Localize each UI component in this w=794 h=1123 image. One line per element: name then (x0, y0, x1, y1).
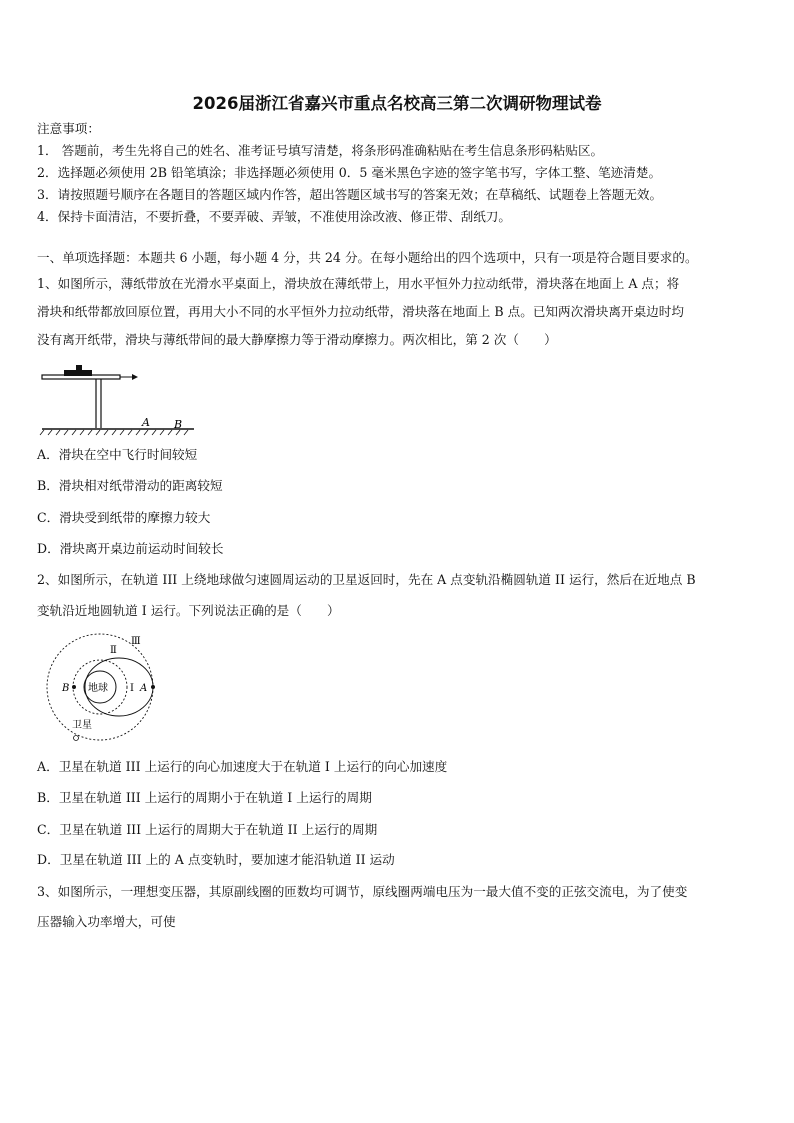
orbit-3-label: Ⅲ (131, 636, 141, 647)
exam-title: 2026届浙江省嘉兴市重点名校高三第二次调研物理试卷 (192, 94, 602, 113)
q1-option-a: A．滑块在空中飞行时间较短 (37, 447, 198, 462)
q2-option-d: D．卫星在轨道 III 上的 A 点变轨时，要加速才能沿轨道 II 运动 (37, 852, 395, 867)
q1-option-d: D．滑块离开桌边前运动时间较长 (37, 541, 224, 556)
section-heading: 一、单项选择题：本题共 6 小题，每小题 4 分，共 24 分。在每小题给出的四个选项中，只有一项是符合题目要求的。 (37, 250, 698, 265)
q1-stem-line: 1、如图所示，薄纸带放在光滑水平桌面上，滑块放在薄纸带上，用水平恒外力拉动纸带，滑块落在地面上 A 点；将 (37, 276, 680, 291)
q3-stem-line: 压器输入功率增大，可使 (37, 914, 176, 929)
satellite-label: 卫星 (72, 720, 92, 731)
earth-label: 地球 (88, 683, 108, 694)
q3-stem-line: 3、如图所示，一理想变压器，其原副线圈的匝数均可调节，原线圈两端电压为一最大值不变的正弦交流电，为了使变 (37, 884, 688, 899)
q1-stem-line: 滑块和纸带都放回原位置，再用大小不同的水平恒外力拉动纸带，滑块落在地面上 B 点。已知两次滑块离开桌边时均 (37, 304, 684, 319)
orbit-2-label: Ⅱ (110, 645, 117, 656)
q2-option-c: C．卫星在轨道 III 上运行的周期大于在轨道 II 上运行的周期 (37, 822, 378, 837)
notice-item: 3．请按照题号顺序在各题目的答题区域内作答，超出答题区域书写的答案无效；在草稿纸、试题卷上答题无效。 (37, 187, 663, 202)
orbit-1-label: I (130, 683, 134, 694)
notice-heading: 注意事项： (37, 121, 100, 136)
q2-option-a: A．卫星在轨道 III 上运行的向心加速度大于在轨道 I 上运行的向心加速度 (37, 759, 448, 774)
q2-option-b: B．卫星在轨道 III 上运行的周期小于在轨道 I 上运行的周期 (37, 790, 372, 805)
q2-orbit-figure (40, 630, 170, 742)
point-b-label: B (174, 418, 183, 431)
point-a-label: A (140, 683, 148, 694)
q1-option-b: B．滑块相对纸带滑动的距离较短 (37, 478, 223, 493)
notice-item: 1． 答题前，考生先将自己的姓名、准考证号填写清楚，将条形码准确粘贴在考生信息条形码粘贴区。 (37, 143, 604, 158)
q1-table-figure (38, 362, 198, 438)
point-b-label: B (62, 683, 70, 694)
notice-item: 4．保持卡面清洁，不要折叠，不要弄破、弄皱，不准使用涂改液、修正带、刮纸刀。 (37, 209, 511, 224)
q1-option-c: C．滑块受到纸带的摩擦力较大 (37, 510, 211, 525)
q1-stem-line: 没有离开纸带，滑块与薄纸带间的最大静摩擦力等于滑动摩擦力。两次相比，第 2 次（ ） (37, 332, 557, 347)
notice-item: 2．选择题必须使用 2B 铅笔填涂；非选择题必须使用 0．5 毫米黑色字迹的签字笔书写，字体工整、笔迹清楚。 (37, 165, 662, 180)
q2-stem-line: 变轨沿近地圆轨道 I 运行。下列说法正确的是（ ） (37, 603, 340, 618)
q2-stem-line: 2、如图所示，在轨道 III 上绕地球做匀速圆周运动的卫星返回时，先在 A 点变轨沿椭圆轨道 II 运行，然后在近地点 B (37, 572, 696, 587)
point-a-label: A (142, 416, 150, 429)
